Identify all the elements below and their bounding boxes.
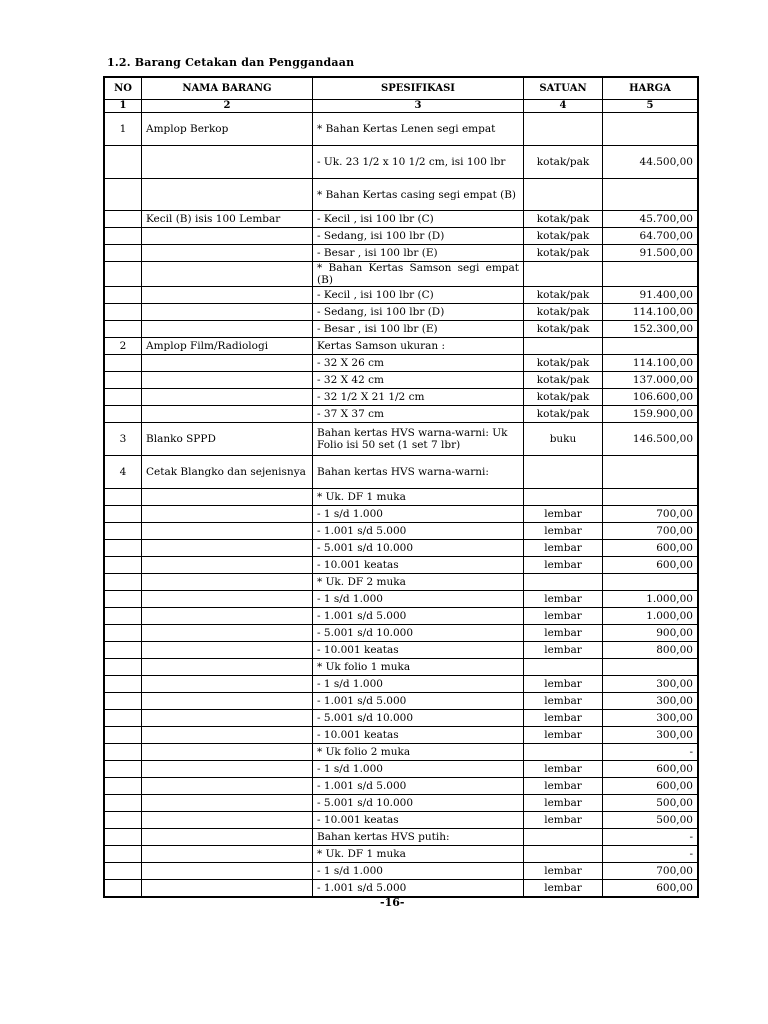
cell-satuan: kotak/pak: [524, 321, 603, 338]
cell-satuan: lembar: [524, 540, 603, 557]
cell-harga: [603, 456, 698, 489]
header-satuan: SATUAN: [524, 78, 603, 100]
cell-nama-barang: [142, 523, 313, 540]
cell-nama-barang: [142, 540, 313, 557]
cell-nama-barang: [142, 846, 313, 863]
table-row: [105, 880, 698, 897]
cell-satuan: lembar: [524, 761, 603, 778]
table-row: [105, 456, 698, 489]
cell-nama-barang: Amplop Film/Radiologi: [142, 338, 313, 355]
price-table: [103, 76, 699, 898]
cell-nama-barang: [142, 574, 313, 591]
cell-harga: 500,00: [603, 795, 698, 812]
table-row: [105, 489, 698, 506]
cell-no: [105, 676, 142, 693]
cell-harga: 114.100,00: [603, 304, 698, 321]
header-nama-barang: NAMA BARANG: [142, 78, 313, 100]
cell-no: [105, 321, 142, 338]
cell-spesifikasi: - 37 X 37 cm: [313, 406, 524, 423]
cell-nama-barang: [142, 761, 313, 778]
cell-spesifikasi: Bahan kertas HVS warna-warni:: [313, 456, 524, 489]
cell-no: [105, 846, 142, 863]
cell-nama-barang: [142, 557, 313, 574]
table-row: [105, 506, 698, 523]
cell-no: [105, 557, 142, 574]
cell-no: [105, 406, 142, 423]
table-row: [105, 744, 698, 761]
cell-no: [105, 659, 142, 676]
cell-no: 2: [105, 338, 142, 355]
cell-spesifikasi: - 1.001 s/d 5.000: [313, 880, 524, 897]
cell-nama-barang: [142, 321, 313, 338]
section-title: 1.2. Barang Cetakan dan Penggandaan: [107, 56, 355, 69]
cell-no: [105, 523, 142, 540]
table-row: [105, 211, 698, 228]
cell-no: [105, 829, 142, 846]
table-row: [105, 321, 698, 338]
cell-harga: -: [603, 846, 698, 863]
cell-satuan: lembar: [524, 608, 603, 625]
table-row: [105, 372, 698, 389]
cell-no: [105, 812, 142, 829]
cell-harga: 45.700,00: [603, 211, 698, 228]
table-row: [105, 778, 698, 795]
cell-no: [105, 744, 142, 761]
table-row: [105, 761, 698, 778]
cell-no: [105, 625, 142, 642]
cell-satuan: lembar: [524, 642, 603, 659]
cell-nama-barang: [142, 355, 313, 372]
cell-nama-barang: [142, 778, 313, 795]
cell-nama-barang: [142, 506, 313, 523]
cell-no: [105, 146, 142, 179]
cell-harga: 137.000,00: [603, 372, 698, 389]
cell-spesifikasi: - 1 s/d 1.000: [313, 676, 524, 693]
cell-harga: 700,00: [603, 523, 698, 540]
table-body: [105, 113, 698, 897]
cell-no: [105, 179, 142, 211]
table-row: [105, 574, 698, 591]
cell-satuan: kotak/pak: [524, 406, 603, 423]
cell-harga: 300,00: [603, 676, 698, 693]
table-row: [105, 179, 698, 211]
table-row: [105, 659, 698, 676]
table-row: [105, 287, 698, 304]
cell-nama-barang: [142, 146, 313, 179]
cell-nama-barang: [142, 389, 313, 406]
cell-spesifikasi: * Uk. DF 1 muka: [313, 846, 524, 863]
column-number: 5: [603, 100, 698, 113]
cell-nama-barang: [142, 812, 313, 829]
table-row: [105, 846, 698, 863]
cell-nama-barang: [142, 489, 313, 506]
cell-satuan: lembar: [524, 523, 603, 540]
cell-harga: 1.000,00: [603, 608, 698, 625]
cell-harga: 106.600,00: [603, 389, 698, 406]
cell-no: [105, 506, 142, 523]
cell-harga: 900,00: [603, 625, 698, 642]
cell-harga: 800,00: [603, 642, 698, 659]
cell-nama-barang: [142, 287, 313, 304]
cell-no: [105, 372, 142, 389]
cell-harga: [603, 489, 698, 506]
cell-no: [105, 591, 142, 608]
cell-harga: 1.000,00: [603, 591, 698, 608]
cell-satuan: lembar: [524, 778, 603, 795]
cell-spesifikasi: - 5.001 s/d 10.000: [313, 540, 524, 557]
table-row: [105, 389, 698, 406]
cell-no: [105, 608, 142, 625]
cell-no: [105, 761, 142, 778]
cell-spesifikasi: - 1 s/d 1.000: [313, 761, 524, 778]
cell-no: [105, 540, 142, 557]
cell-no: [105, 863, 142, 880]
cell-harga: 152.300,00: [603, 321, 698, 338]
cell-harga: 300,00: [603, 710, 698, 727]
table-row: [105, 829, 698, 846]
header-harga: HARGA: [603, 78, 698, 100]
cell-no: [105, 693, 142, 710]
cell-harga: 146.500,00: [603, 423, 698, 456]
table-header-row: [105, 78, 698, 100]
table-row: [105, 406, 698, 423]
cell-spesifikasi: - Kecil , isi 100 lbr (C): [313, 211, 524, 228]
cell-harga: [603, 113, 698, 146]
cell-harga: 500,00: [603, 812, 698, 829]
cell-harga: 44.500,00: [603, 146, 698, 179]
header-no: NO: [105, 78, 142, 100]
cell-satuan: [524, 262, 603, 287]
cell-satuan: kotak/pak: [524, 304, 603, 321]
cell-spesifikasi: - 1.001 s/d 5.000: [313, 778, 524, 795]
cell-spesifikasi: - 1 s/d 1.000: [313, 591, 524, 608]
cell-harga: 600,00: [603, 540, 698, 557]
cell-satuan: kotak/pak: [524, 389, 603, 406]
cell-no: [105, 727, 142, 744]
cell-satuan: buku: [524, 423, 603, 456]
cell-no: 3: [105, 423, 142, 456]
cell-spesifikasi: * Bahan Kertas Samson segi empat (B): [313, 262, 524, 287]
cell-satuan: lembar: [524, 880, 603, 897]
cell-satuan: kotak/pak: [524, 211, 603, 228]
cell-satuan: [524, 179, 603, 211]
table-row: [105, 262, 698, 287]
cell-harga: 600,00: [603, 778, 698, 795]
cell-satuan: kotak/pak: [524, 245, 603, 262]
cell-nama-barang: Amplop Berkop: [142, 113, 313, 146]
cell-spesifikasi: * Bahan Kertas Lenen segi empat: [313, 113, 524, 146]
cell-harga: [603, 179, 698, 211]
table-row: [105, 228, 698, 245]
cell-no: [105, 228, 142, 245]
table-row: [105, 642, 698, 659]
cell-satuan: lembar: [524, 727, 603, 744]
cell-harga: 64.700,00: [603, 228, 698, 245]
cell-nama-barang: [142, 245, 313, 262]
cell-spesifikasi: - 5.001 s/d 10.000: [313, 710, 524, 727]
table-row: [105, 338, 698, 355]
cell-spesifikasi: * Uk. DF 1 muka: [313, 489, 524, 506]
cell-spesifikasi: Bahan kertas HVS warna-warni: Uk Folio isi 50 set (1 set 7 lbr): [313, 423, 524, 456]
cell-no: [105, 795, 142, 812]
cell-harga: 159.900,00: [603, 406, 698, 423]
cell-satuan: [524, 456, 603, 489]
table-row: [105, 113, 698, 146]
table-row: [105, 676, 698, 693]
table-row: [105, 304, 698, 321]
cell-spesifikasi: - 10.001 keatas: [313, 557, 524, 574]
cell-satuan: [524, 574, 603, 591]
cell-spesifikasi: Bahan kertas HVS putih:: [313, 829, 524, 846]
cell-no: [105, 211, 142, 228]
cell-no: [105, 287, 142, 304]
cell-harga: -: [603, 744, 698, 761]
cell-nama-barang: [142, 372, 313, 389]
cell-satuan: lembar: [524, 863, 603, 880]
cell-satuan: lembar: [524, 591, 603, 608]
cell-harga: 91.500,00: [603, 245, 698, 262]
cell-satuan: [524, 744, 603, 761]
cell-nama-barang: [142, 676, 313, 693]
cell-satuan: kotak/pak: [524, 355, 603, 372]
cell-no: [105, 355, 142, 372]
table-row: [105, 423, 698, 456]
cell-spesifikasi: - Besar , isi 100 lbr (E): [313, 245, 524, 262]
table-row: [105, 608, 698, 625]
cell-spesifikasi: - 10.001 keatas: [313, 642, 524, 659]
cell-nama-barang: [142, 744, 313, 761]
cell-nama-barang: [142, 659, 313, 676]
column-number: 1: [105, 100, 142, 113]
cell-nama-barang: [142, 228, 313, 245]
cell-satuan: lembar: [524, 812, 603, 829]
cell-spesifikasi: - Sedang, isi 100 lbr (D): [313, 304, 524, 321]
cell-satuan: [524, 113, 603, 146]
cell-harga: [603, 262, 698, 287]
cell-spesifikasi: - 5.001 s/d 10.000: [313, 795, 524, 812]
cell-spesifikasi: Kertas Samson ukuran :: [313, 338, 524, 355]
cell-spesifikasi: * Uk folio 1 muka: [313, 659, 524, 676]
cell-spesifikasi: - 32 X 26 cm: [313, 355, 524, 372]
cell-harga: 700,00: [603, 506, 698, 523]
column-number: 4: [524, 100, 603, 113]
cell-spesifikasi: - 1 s/d 1.000: [313, 506, 524, 523]
cell-nama-barang: [142, 642, 313, 659]
table-row: [105, 591, 698, 608]
cell-nama-barang: [142, 693, 313, 710]
cell-harga: 91.400,00: [603, 287, 698, 304]
cell-no: [105, 778, 142, 795]
cell-nama-barang: Blanko SPPD: [142, 423, 313, 456]
table-row: [105, 540, 698, 557]
cell-spesifikasi: - Kecil , isi 100 lbr (C): [313, 287, 524, 304]
table-row: [105, 146, 698, 179]
cell-spesifikasi: - 5.001 s/d 10.000: [313, 625, 524, 642]
cell-satuan: [524, 489, 603, 506]
cell-harga: 600,00: [603, 557, 698, 574]
cell-satuan: [524, 829, 603, 846]
cell-spesifikasi: - 10.001 keatas: [313, 727, 524, 744]
cell-no: [105, 489, 142, 506]
cell-harga: 300,00: [603, 693, 698, 710]
cell-no: 1: [105, 113, 142, 146]
cell-spesifikasi: - 32 1/2 X 21 1/2 cm: [313, 389, 524, 406]
table-row: [105, 693, 698, 710]
cell-nama-barang: [142, 304, 313, 321]
table-row: [105, 795, 698, 812]
cell-no: [105, 642, 142, 659]
cell-nama-barang: Cetak Blangko dan sejenisnya: [142, 456, 313, 489]
cell-harga: -: [603, 829, 698, 846]
cell-no: [105, 880, 142, 897]
cell-harga: 114.100,00: [603, 355, 698, 372]
table-row: [105, 710, 698, 727]
cell-nama-barang: [142, 625, 313, 642]
cell-spesifikasi: - 10.001 keatas: [313, 812, 524, 829]
cell-satuan: lembar: [524, 506, 603, 523]
table-row: [105, 523, 698, 540]
cell-spesifikasi: - 1 s/d 1.000: [313, 863, 524, 880]
cell-no: [105, 710, 142, 727]
cell-nama-barang: [142, 880, 313, 897]
cell-spesifikasi: * Bahan Kertas casing segi empat (B): [313, 179, 524, 211]
cell-satuan: [524, 846, 603, 863]
cell-harga: 600,00: [603, 880, 698, 897]
cell-satuan: [524, 659, 603, 676]
cell-nama-barang: [142, 608, 313, 625]
column-number: 3: [313, 100, 524, 113]
cell-satuan: lembar: [524, 693, 603, 710]
column-number-row: [105, 100, 698, 113]
cell-nama-barang: [142, 710, 313, 727]
cell-satuan: lembar: [524, 795, 603, 812]
cell-nama-barang: [142, 179, 313, 211]
cell-harga: 600,00: [603, 761, 698, 778]
cell-no: [105, 389, 142, 406]
cell-no: [105, 245, 142, 262]
table-row: [105, 355, 698, 372]
cell-harga: [603, 659, 698, 676]
cell-harga: [603, 338, 698, 355]
cell-no: [105, 574, 142, 591]
table-row: [105, 625, 698, 642]
cell-no: [105, 304, 142, 321]
cell-satuan: [524, 338, 603, 355]
cell-nama-barang: Kecil (B) isis 100 Lembar: [142, 211, 313, 228]
cell-nama-barang: [142, 829, 313, 846]
table-row: [105, 863, 698, 880]
cell-spesifikasi: - 1.001 s/d 5.000: [313, 608, 524, 625]
cell-satuan: lembar: [524, 557, 603, 574]
cell-nama-barang: [142, 262, 313, 287]
cell-spesifikasi: * Uk. DF 2 muka: [313, 574, 524, 591]
cell-nama-barang: [142, 863, 313, 880]
cell-satuan: kotak/pak: [524, 146, 603, 179]
cell-spesifikasi: * Uk folio 2 muka: [313, 744, 524, 761]
cell-nama-barang: [142, 795, 313, 812]
table-row: [105, 557, 698, 574]
table-row: [105, 727, 698, 744]
cell-nama-barang: [142, 591, 313, 608]
table-row: [105, 812, 698, 829]
cell-satuan: kotak/pak: [524, 228, 603, 245]
cell-satuan: lembar: [524, 676, 603, 693]
cell-satuan: kotak/pak: [524, 287, 603, 304]
cell-spesifikasi: - 32 X 42 cm: [313, 372, 524, 389]
cell-satuan: lembar: [524, 625, 603, 642]
cell-spesifikasi: - 1.001 s/d 5.000: [313, 693, 524, 710]
cell-satuan: lembar: [524, 710, 603, 727]
cell-spesifikasi: - 1.001 s/d 5.000: [313, 523, 524, 540]
column-number: 2: [142, 100, 313, 113]
page-number: -16-: [380, 896, 405, 909]
table-row: [105, 245, 698, 262]
cell-harga: 700,00: [603, 863, 698, 880]
cell-no: 4: [105, 456, 142, 489]
cell-spesifikasi: - Besar , isi 100 lbr (E): [313, 321, 524, 338]
cell-spesifikasi: - Uk. 23 1/2 x 10 1/2 cm, isi 100 lbr: [313, 146, 524, 179]
cell-satuan: kotak/pak: [524, 372, 603, 389]
cell-nama-barang: [142, 406, 313, 423]
cell-nama-barang: [142, 727, 313, 744]
header-spesifikasi: SPESIFIKASI: [313, 78, 524, 100]
cell-no: [105, 262, 142, 287]
cell-spesifikasi: - Sedang, isi 100 lbr (D): [313, 228, 524, 245]
cell-harga: [603, 574, 698, 591]
cell-harga: 300,00: [603, 727, 698, 744]
